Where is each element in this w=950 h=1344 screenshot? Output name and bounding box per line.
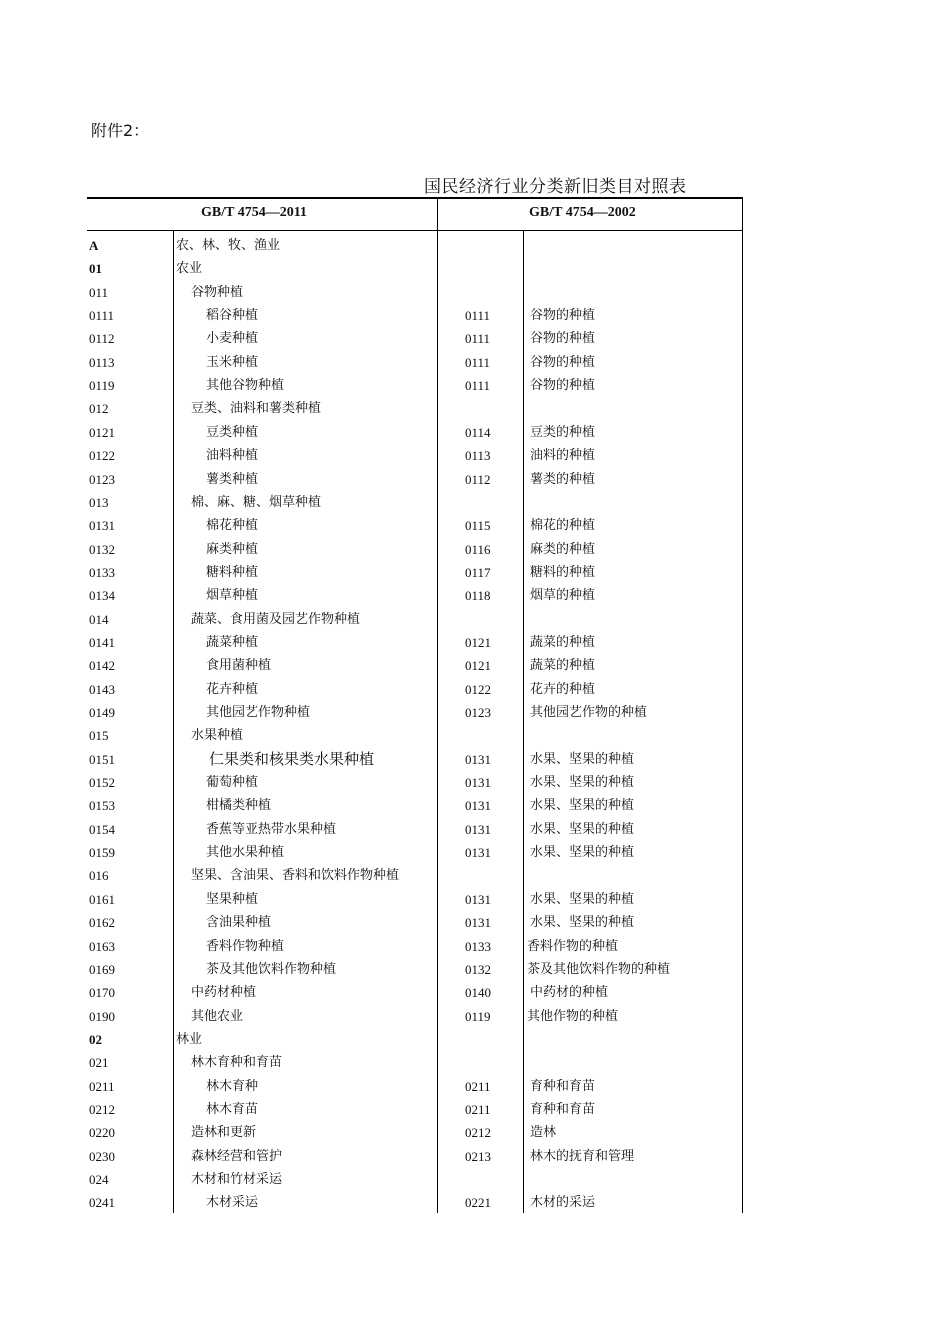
table-row xyxy=(87,701,743,724)
table-row xyxy=(87,1075,743,1098)
new-code-cell: 01 xyxy=(89,261,102,277)
old-code-cell: 0111 xyxy=(465,308,491,324)
table-row xyxy=(87,1191,743,1214)
new-name-cell: 豆类、油料和薯类种植 xyxy=(191,401,322,417)
old-code-cell: 0121 xyxy=(465,658,491,674)
new-name-cell: 木材采运 xyxy=(206,1195,259,1211)
header-new-standard: GB/T 4754—2011 xyxy=(201,205,307,220)
old-code-cell: 0115 xyxy=(465,518,491,534)
old-code-cell: 0121 xyxy=(465,634,491,650)
new-name-cell: 林木育苗 xyxy=(206,1101,259,1117)
table-row xyxy=(87,327,743,350)
new-code-cell: 013 xyxy=(89,494,109,510)
new-name-cell: 造林和更新 xyxy=(191,1125,257,1141)
new-name-cell: 葡萄种植 xyxy=(206,775,259,791)
new-code-cell: 0131 xyxy=(89,518,115,534)
new-name-cell: 林业 xyxy=(176,1031,203,1047)
new-name-cell: 棉花种植 xyxy=(206,518,259,534)
table-row xyxy=(87,584,743,607)
old-name-cell: 谷物的种植 xyxy=(530,308,596,324)
old-code-cell: 0131 xyxy=(465,751,491,767)
new-name-cell: 茶及其他饮料作物种植 xyxy=(206,961,337,977)
new-name-cell: 水果种植 xyxy=(191,728,244,744)
attachment-label: 附件2： xyxy=(91,121,150,140)
table-row xyxy=(87,257,743,280)
new-code-cell: 0141 xyxy=(89,634,115,650)
table-row xyxy=(87,281,743,304)
old-name-cell: 水果、坚果的种植 xyxy=(530,891,635,907)
old-code-cell: 0118 xyxy=(465,588,491,604)
table-row xyxy=(87,1145,743,1168)
new-code-cell: 011 xyxy=(89,284,109,300)
table-title: 国民经济行业分类新旧类目对照表 xyxy=(424,177,687,197)
old-name-cell: 林木的抚育和管理 xyxy=(530,1148,635,1164)
new-code-cell: 012 xyxy=(89,401,109,417)
old-code-cell: 0131 xyxy=(465,821,491,837)
old-name-cell: 造林 xyxy=(530,1125,557,1141)
new-code-cell: 0121 xyxy=(89,424,115,440)
old-code-cell: 0123 xyxy=(465,705,491,720)
old-code-cell: 0112 xyxy=(465,471,491,487)
new-name-cell: 柑橘类种植 xyxy=(206,798,272,814)
table-row xyxy=(87,631,743,654)
table-row xyxy=(87,748,743,771)
old-name-cell: 中药材的种植 xyxy=(530,985,609,1001)
new-name-cell: 其他水果种植 xyxy=(206,845,285,861)
old-code-cell: 0116 xyxy=(465,541,491,557)
old-name-cell: 蔬菜的种植 xyxy=(530,658,596,674)
new-name-cell: 烟草种植 xyxy=(206,588,259,604)
table-row xyxy=(87,1005,743,1028)
new-code-cell: 0154 xyxy=(89,821,115,837)
table-row xyxy=(87,397,743,420)
old-code-cell: 0114 xyxy=(465,424,491,440)
new-name-cell: 仁果类和核果类水果种植 xyxy=(209,749,375,768)
old-name-cell: 水果、坚果的种植 xyxy=(530,845,635,861)
new-code-cell: 024 xyxy=(89,1172,109,1187)
new-name-cell: 木材和竹材采运 xyxy=(191,1172,283,1187)
old-code-cell: 0131 xyxy=(465,775,491,791)
new-code-cell: 0220 xyxy=(89,1125,115,1141)
table-row xyxy=(87,841,743,864)
old-name-cell: 水果、坚果的种植 xyxy=(530,798,635,814)
new-code-cell: 0162 xyxy=(89,915,115,931)
old-code-cell: 0111 xyxy=(465,378,491,394)
new-code-cell: 0241 xyxy=(89,1195,115,1211)
table-row xyxy=(87,1051,743,1074)
table-row xyxy=(87,864,743,887)
table-row xyxy=(87,771,743,794)
new-name-cell: 麻类种植 xyxy=(206,541,259,557)
new-name-cell: 食用菌种植 xyxy=(206,658,272,674)
old-code-cell: 0131 xyxy=(465,915,491,931)
new-code-cell: A xyxy=(89,238,99,253)
new-code-cell: 0190 xyxy=(89,1008,115,1024)
new-code-cell: 0119 xyxy=(89,378,115,394)
table-row xyxy=(87,234,743,257)
new-name-cell: 香料作物种植 xyxy=(206,938,285,954)
table-row xyxy=(87,935,743,958)
old-code-cell: 0131 xyxy=(465,891,491,907)
new-code-cell: 0169 xyxy=(89,961,115,977)
old-code-cell: 0133 xyxy=(465,938,491,954)
new-name-cell: 薯类种植 xyxy=(206,471,259,487)
new-code-cell: 0112 xyxy=(89,331,115,347)
new-name-cell: 玉米种植 xyxy=(206,354,259,370)
table-row xyxy=(87,421,743,444)
table-row xyxy=(87,1168,743,1191)
old-name-cell: 茶及其他饮料作物的种植 xyxy=(527,961,671,977)
table-row xyxy=(87,1028,743,1051)
new-code-cell: 0142 xyxy=(89,658,115,674)
table-row xyxy=(87,304,743,327)
new-code-cell: 02 xyxy=(89,1031,102,1047)
old-code-cell: 0212 xyxy=(465,1125,491,1141)
old-name-cell: 水果、坚果的种植 xyxy=(530,915,635,931)
new-code-cell: 0151 xyxy=(89,751,115,767)
table-row xyxy=(87,608,743,631)
new-code-cell: 021 xyxy=(89,1055,109,1071)
old-code-cell: 0119 xyxy=(465,1008,491,1024)
table-row xyxy=(87,981,743,1004)
new-code-cell: 0122 xyxy=(89,448,115,464)
header-rule xyxy=(87,230,743,231)
new-name-cell: 花卉种植 xyxy=(206,681,259,697)
table-row xyxy=(87,958,743,981)
old-name-cell: 其他园艺作物的种植 xyxy=(530,705,648,720)
old-name-cell: 香料作物的种植 xyxy=(527,938,619,954)
old-code-cell: 0113 xyxy=(465,448,491,464)
new-name-cell: 蔬菜、食用菌及园艺作物种植 xyxy=(191,611,361,627)
new-code-cell: 0133 xyxy=(89,564,115,580)
table-row xyxy=(87,561,743,584)
new-name-cell: 香蕉等亚热带水果种植 xyxy=(206,821,337,837)
old-name-cell: 木材的采运 xyxy=(530,1195,596,1211)
new-name-cell: 农业 xyxy=(176,261,203,277)
new-name-cell: 坚果种植 xyxy=(206,891,259,907)
old-code-cell: 0131 xyxy=(465,798,491,814)
new-code-cell: 014 xyxy=(89,611,109,627)
table-row xyxy=(87,794,743,817)
mapping-table xyxy=(87,197,743,1213)
table-row xyxy=(87,538,743,561)
new-name-cell: 蔬菜种植 xyxy=(206,634,259,650)
new-code-cell: 0170 xyxy=(89,985,115,1001)
table-row xyxy=(87,468,743,491)
new-code-cell: 0152 xyxy=(89,775,115,791)
table-row xyxy=(87,654,743,677)
new-name-cell: 小麦种植 xyxy=(206,331,259,347)
old-code-cell: 0111 xyxy=(465,331,491,347)
old-code-cell: 0221 xyxy=(465,1195,491,1211)
old-name-cell: 谷物的种植 xyxy=(530,378,596,394)
new-code-cell: 0230 xyxy=(89,1148,115,1164)
new-code-cell: 0113 xyxy=(89,354,115,370)
new-code-cell: 0163 xyxy=(89,938,115,954)
old-name-cell: 棉花的种植 xyxy=(530,518,596,534)
new-name-cell: 含油果种植 xyxy=(206,915,272,931)
new-name-cell: 谷物种植 xyxy=(191,284,244,300)
new-name-cell: 中药材种植 xyxy=(191,985,257,1001)
table-row xyxy=(87,1121,743,1144)
table-row xyxy=(87,444,743,467)
table-row xyxy=(87,514,743,537)
new-name-cell: 坚果、含油果、香料和饮料作物种植 xyxy=(191,868,400,884)
new-code-cell: 0153 xyxy=(89,798,115,814)
old-code-cell: 0132 xyxy=(465,961,491,977)
new-code-cell: 0161 xyxy=(89,891,115,907)
old-name-cell: 其他作物的种植 xyxy=(527,1008,619,1024)
old-name-cell: 育种和育苗 xyxy=(530,1078,596,1094)
new-name-cell: 农、林、牧、渔业 xyxy=(176,238,281,253)
new-code-cell: 0149 xyxy=(89,705,115,720)
old-name-cell: 谷物的种植 xyxy=(530,354,596,370)
old-name-cell: 育种和育苗 xyxy=(530,1101,596,1117)
old-name-cell: 谷物的种植 xyxy=(530,331,596,347)
new-code-cell: 0132 xyxy=(89,541,115,557)
old-name-cell: 豆类的种植 xyxy=(530,424,596,440)
old-code-cell: 0117 xyxy=(465,564,491,580)
old-name-cell: 薯类的种植 xyxy=(530,471,596,487)
new-name-cell: 林木育种 xyxy=(206,1078,259,1094)
new-code-cell: 0159 xyxy=(89,845,115,861)
new-name-cell: 森林经营和管护 xyxy=(191,1148,283,1164)
new-code-cell: 0143 xyxy=(89,681,115,697)
old-name-cell: 糖料的种植 xyxy=(530,564,596,580)
table-row xyxy=(87,724,743,747)
new-name-cell: 稻谷种植 xyxy=(206,308,259,324)
new-name-cell: 其他园艺作物种植 xyxy=(206,705,311,720)
table-row xyxy=(87,351,743,374)
new-code-cell: 0134 xyxy=(89,588,115,604)
new-name-cell: 糖料种植 xyxy=(206,564,259,580)
new-code-cell: 015 xyxy=(89,728,109,744)
new-name-cell: 棉、麻、糖、烟草种植 xyxy=(191,494,322,510)
old-code-cell: 0213 xyxy=(465,1148,491,1164)
old-name-cell: 花卉的种植 xyxy=(530,681,596,697)
header-old-standard: GB/T 4754—2002 xyxy=(529,205,636,220)
old-name-cell: 蔬菜的种植 xyxy=(530,634,596,650)
old-code-cell: 0111 xyxy=(465,354,491,370)
new-name-cell: 油料种植 xyxy=(206,448,259,464)
old-name-cell: 麻类的种植 xyxy=(530,541,596,557)
new-code-cell: 0111 xyxy=(89,308,115,324)
table-row xyxy=(87,911,743,934)
new-name-cell: 其他谷物种植 xyxy=(206,378,285,394)
table-row xyxy=(87,888,743,911)
new-code-cell: 0211 xyxy=(89,1078,115,1094)
new-name-cell: 林木育种和育苗 xyxy=(191,1055,283,1071)
old-code-cell: 0131 xyxy=(465,845,491,861)
table-row xyxy=(87,491,743,514)
old-code-cell: 0140 xyxy=(465,985,491,1001)
table-top-rule xyxy=(87,197,743,199)
new-code-cell: 016 xyxy=(89,868,109,884)
old-name-cell: 油料的种植 xyxy=(530,448,596,464)
new-name-cell: 豆类种植 xyxy=(206,424,259,440)
old-name-cell: 水果、坚果的种植 xyxy=(530,775,635,791)
old-name-cell: 水果、坚果的种植 xyxy=(530,821,635,837)
table-row xyxy=(87,1098,743,1121)
old-code-cell: 0211 xyxy=(465,1101,491,1117)
table-row xyxy=(87,374,743,397)
table-row xyxy=(87,818,743,841)
new-code-cell: 0123 xyxy=(89,471,115,487)
old-name-cell: 水果、坚果的种植 xyxy=(530,751,635,767)
new-code-cell: 0212 xyxy=(89,1101,115,1117)
old-name-cell: 烟草的种植 xyxy=(530,588,596,604)
table-row xyxy=(87,678,743,701)
old-code-cell: 0122 xyxy=(465,681,491,697)
old-code-cell: 0211 xyxy=(465,1078,491,1094)
new-name-cell: 其他农业 xyxy=(191,1008,244,1024)
